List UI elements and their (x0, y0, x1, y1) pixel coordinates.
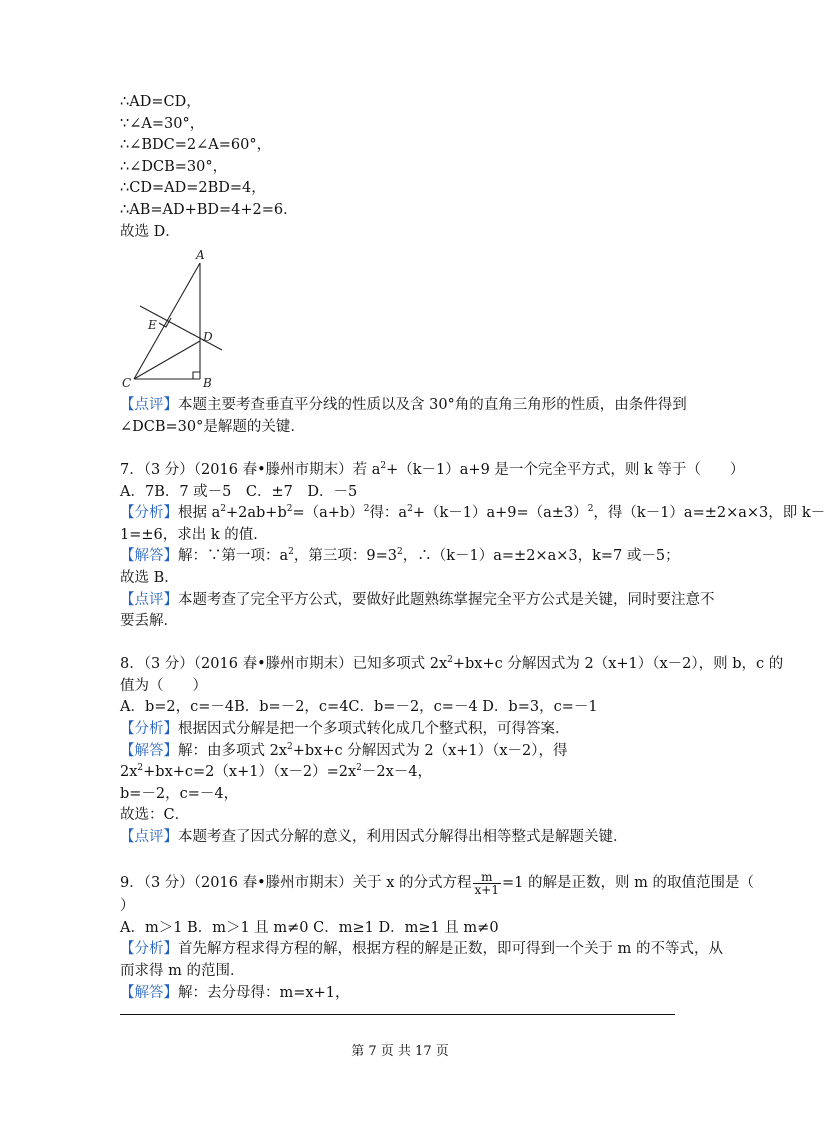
solution-line: ∴AB=AD+BD=4+2=6． (120, 201, 298, 218)
comment-tag: 【点评】 (120, 397, 178, 414)
solution-tag: 【解答】 (120, 548, 178, 565)
question-stem: ） (120, 898, 135, 915)
comment-tag: 【点评】 (120, 591, 178, 608)
solution-tag: 【解答】 (120, 742, 178, 759)
comment-line: 【点评】本题考查了因式分解的意义，利用因式分解得出相等整式是解题关键． (120, 829, 628, 846)
label-b: B (203, 376, 212, 391)
solution-line: 故选：C． (120, 807, 190, 824)
solution-line: b=－2，c=－4， (120, 785, 239, 802)
question-stem: 8．（3 分）（2016 春•滕州市期末）已知多项式 $2x^2+bx+c$ 分解因式为 2（x+1）（x－2），则 b，c 的 (120, 655, 784, 673)
solution-line: ∴CD=AD=2BD=4， (120, 180, 266, 197)
solution-line: ∴∠DCB=30°， (120, 158, 228, 175)
comment-line: ∠DCB=30°是解题的关键． (120, 418, 305, 435)
page-number: 第 7 页 共 17 页 (351, 1044, 449, 1059)
comment-line: 【点评】本题主要考查垂直平分线的性质以及含 30°角的直角三角形的性质，由条件得到 (120, 397, 687, 414)
analysis-line: 而求得 m 的范围． (120, 963, 245, 979)
solution-line: ∵∠A=30°， (120, 115, 205, 132)
analysis-tag: 【分析】 (120, 721, 178, 738)
solution-line: ∴∠BDC=2∠A=60°， (120, 137, 272, 154)
document-page (120, 92, 825, 1004)
right-angle-mark-b (193, 372, 200, 379)
analysis-line: 【分析】首先解方程求得方程的解，根据方程的解是正数，即可得到一个关于 m 的不等式，从 (120, 941, 723, 958)
question-stem: 值为（ ） (120, 677, 207, 694)
question-options: A．7B．7 或－5 C．±7 D．－5 (120, 483, 358, 500)
comment-line: 【点评】本题考查了完全平方公式，要做好此题熟练掌握完全平方公式是关键，同时要注意不 (120, 591, 715, 608)
question-stem: 9．（3 分）（2016 春•滕州市期末）关于 x 的分式方程 $\frac{m}{x+1}$ =1 的解是正数，则 m 的取值范围是（ (120, 869, 754, 897)
triangle-diagram (120, 249, 250, 389)
label-e: E (148, 318, 157, 333)
solution-line: 【解答】解：由多项式 $2x^2+bx+c$ 分解因式为 2（x+1）（x－2），得 (120, 741, 568, 759)
label-a: A (196, 248, 205, 263)
solution-line: 故选 B． (120, 569, 179, 586)
fraction: $\frac{m}{x+1}$ (474, 869, 499, 897)
label-c: C (122, 376, 132, 391)
solution-line: 【解答】解：∵第一项：$a^2$，第三项：$9=3^2$，∴（k－1）a=±2×a×3，k=7 或－5； (120, 547, 680, 565)
solution-line: $2x^2+bx+c=2(x+1)(x-2)=2x^2-2x-4$， (120, 763, 433, 781)
analysis-tag: 【分析】 (120, 505, 178, 522)
analysis-tag: 【分析】 (120, 941, 178, 958)
analysis-line: 【分析】根据因式分解是把一个多项式转化成几个整式积，可得答案． (120, 721, 570, 738)
segment-cd (134, 341, 200, 379)
footer-divider (120, 1014, 675, 1015)
question-options: A．m＞1 B．m＞1 且 m≠0 C．m≥1 D．m≥1 且 m≠0 (120, 919, 499, 936)
comment-line: 要丢解． (120, 613, 178, 630)
geometry-figure (120, 249, 250, 389)
comment-tag: 【点评】 (120, 829, 178, 846)
solution-tag: 【解答】 (120, 984, 178, 1001)
analysis-line: 【分析】根据 $a^2+2ab+b^2=(a+b)^2$得：$a^2+(k-1)a+9=(a\pm 3)^2$，得（k－1）a=±2×a×3，即 k－ (120, 504, 825, 522)
solution-line: ∴AD=CD， (120, 94, 201, 110)
analysis-line: 1=±6，求出 k 的值． (120, 526, 268, 543)
question-stem: 7．（3 分）（2016 春•滕州市期末）若 $a^2+(k-1)a+9$ 是一个完全平方式，则 k 等于（ ） (120, 460, 745, 478)
label-d: D (203, 330, 213, 345)
question-options: A．b=2，c=－4B．b=－2，c=4C．b=－2，c=－4 D．b=3，c=－1 (120, 699, 598, 716)
solution-line: 故选 D． (120, 223, 180, 240)
solution-line: 【解答】解：去分母得：m=x+1， (120, 984, 350, 1001)
